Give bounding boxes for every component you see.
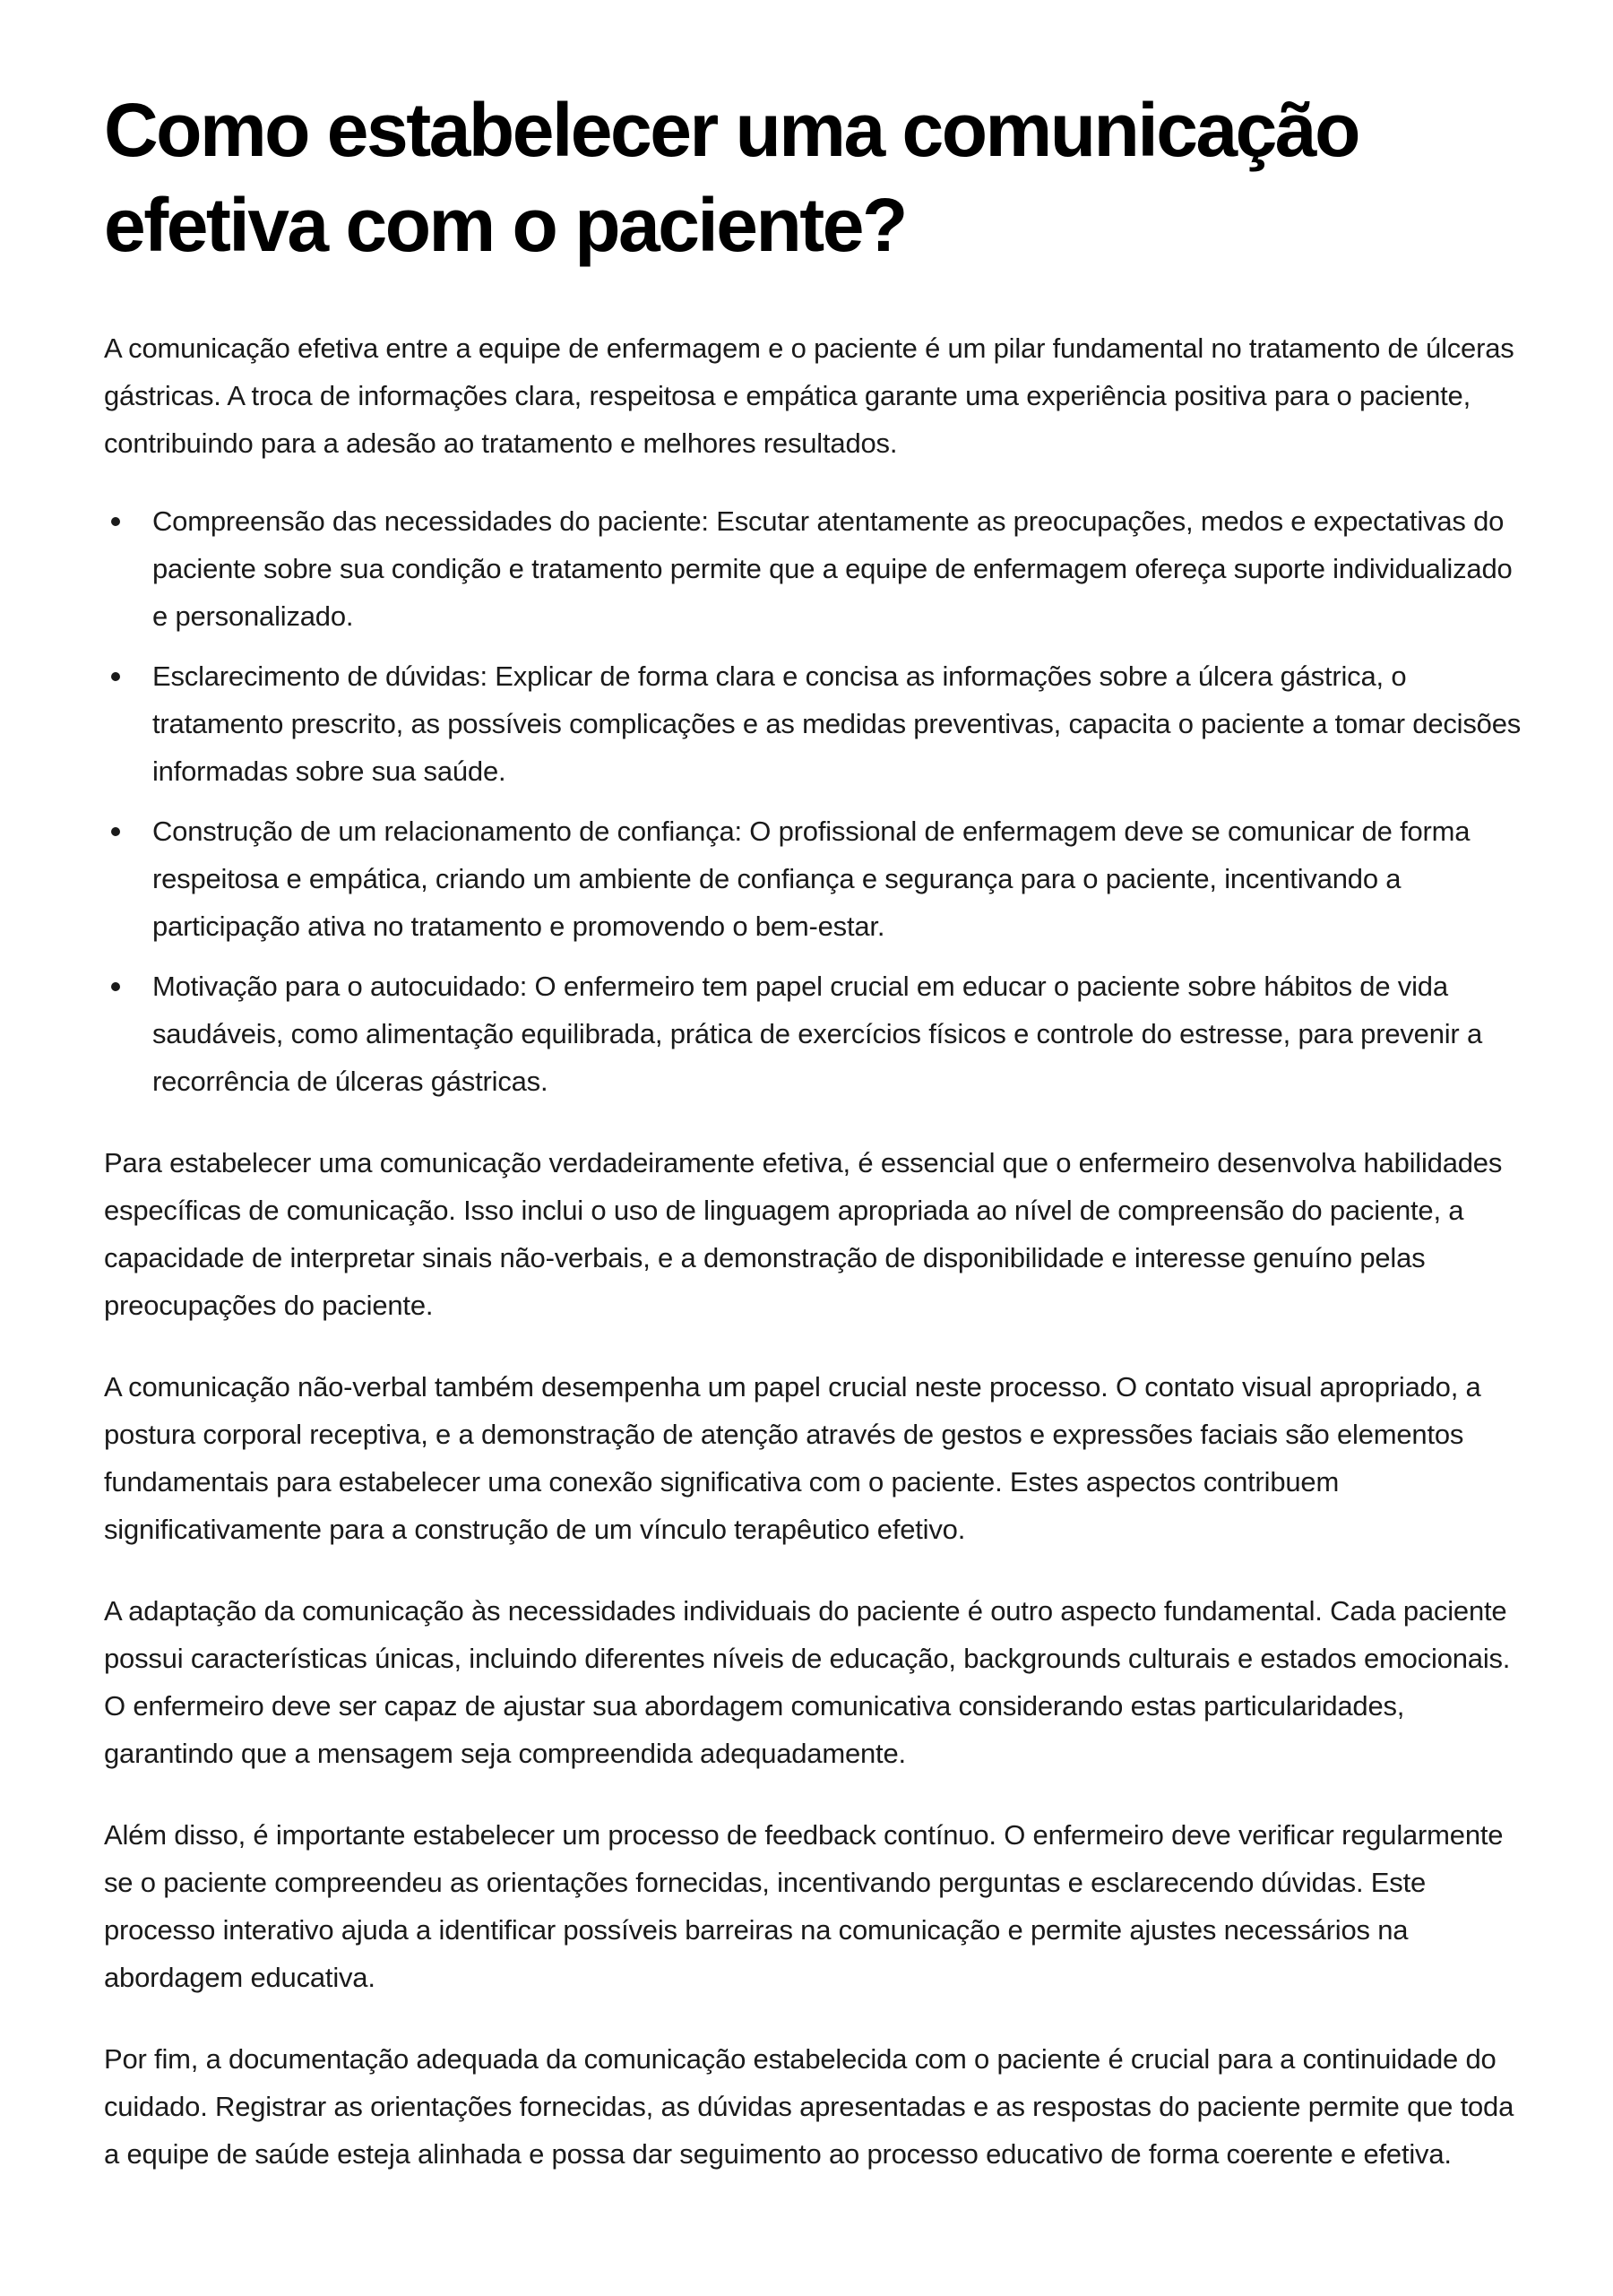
- bullet-icon: [111, 827, 120, 836]
- bullet-list: [104, 497, 1523, 1105]
- list-item: [104, 807, 1523, 950]
- list-item-text: Esclarecimento de dúvidas: Explicar de forma clara e concisa as informações sobre a úlcera gástrica, o tratamento prescrito, as possíveis complicações e as medidas preventivas, capacita o paciente a tomar decisões informadas sobre sua saúde.: [152, 660, 1522, 787]
- body-paragraph-nonverbal: A comunicação não-verbal também desempenha um papel crucial neste processo. O contato visual apropriado, a postura corporal receptiva, e a demonstração de atenção através de gestos e expressões faciais são elementos fundamentais para estabelecer uma conexão significativa com o paciente. Estes aspectos contribuem significativamente para a construção de um vínculo terapêutico efetivo.: [104, 1371, 1481, 1545]
- body-paragraph-adaptation: A adaptação da comunicação às necessidades individuais do paciente é outro aspecto fundamental. Cada paciente possui características únicas, incluindo diferentes níveis de educação, backgrounds culturais e estados emocionais. O enfermeiro deve ser capaz de ajustar sua abordagem comunicativa considerando estas particularidades, garantindo que a mensagem seja compreendida adequadamente.: [104, 1595, 1511, 1769]
- intro-paragraph: A comunicação efetiva entre a equipe de enfermagem e o paciente é um pilar fundamental no tratamento de úlceras gástricas. A troca de informações clara, respeitosa e empática garante uma experiência positiva para o paciente, contribuindo para a adesão ao tratamento e melhores resultados.: [104, 332, 1514, 459]
- list-item-text: Motivação para o autocuidado: O enfermeiro tem papel crucial em educar o paciente sobre hábitos de vida saudáveis, como alimentação equilibrada, prática de exercícios físicos e controle do estresse, para prevenir a recorrência de úlceras gástricas.: [152, 971, 1483, 1097]
- page-title: Como estabelecer uma comunicação efetiva com o paciente?: [104, 88, 1359, 267]
- bullet-icon: [111, 982, 120, 991]
- list-item: [104, 652, 1523, 795]
- body-paragraph-communication-skills: Para estabelecer uma comunicação verdadeiramente efetiva, é essencial que o enfermeiro desenvolva habilidades específicas de comunicação. Isso inclui o uso de linguagem apropriada ao nível de compreensão do paciente, a capacidade de interpretar sinais não-verbais, e a demonstração de disponibilidade e interesse genuíno pelas preocupações do paciente.: [104, 1147, 1503, 1321]
- list-item: [104, 497, 1523, 640]
- body-paragraph-feedback: Além disso, é importante estabelecer um processo de feedback contínuo. O enfermeiro deve verificar regularmente se o paciente compreendeu as orientações fornecidas, incentivando perguntas e esclarecendo dúvidas. Este processo interativo ajuda a identificar possíveis barreiras na comunicação e permite ajustes necessários na abordagem educativa.: [104, 1819, 1504, 1993]
- list-item-text: Compreensão das necessidades do paciente: Escutar atentamente as preocupações, medos e expectativas do paciente sobre sua condição e tratamento permite que a equipe de enfermagem ofereça suporte individualizado e personalizado.: [152, 505, 1513, 632]
- document-page: [104, 82, 1523, 2178]
- list-item-text: Construção de um relacionamento de confiança: O profissional de enfermagem deve se comunicar de forma respeitosa e empática, criando um ambiente de confiança e segurança para o paciente, incentivando a participação ativa no tratamento e promovendo o bem-estar.: [152, 816, 1471, 942]
- list-item: [104, 962, 1523, 1105]
- body-paragraph-documentation: Por fim, a documentação adequada da comunicação estabelecida com o paciente é crucial para a continuidade do cuidado. Registrar as orientações fornecidas, as dúvidas apresentadas e as respostas do paciente permite que toda a equipe de saúde esteja alinhada e possa dar seguimento ao processo educativo de forma coerente e efetiva.: [104, 2043, 1514, 2170]
- bullet-icon: [111, 517, 120, 526]
- bullet-icon: [111, 672, 120, 681]
